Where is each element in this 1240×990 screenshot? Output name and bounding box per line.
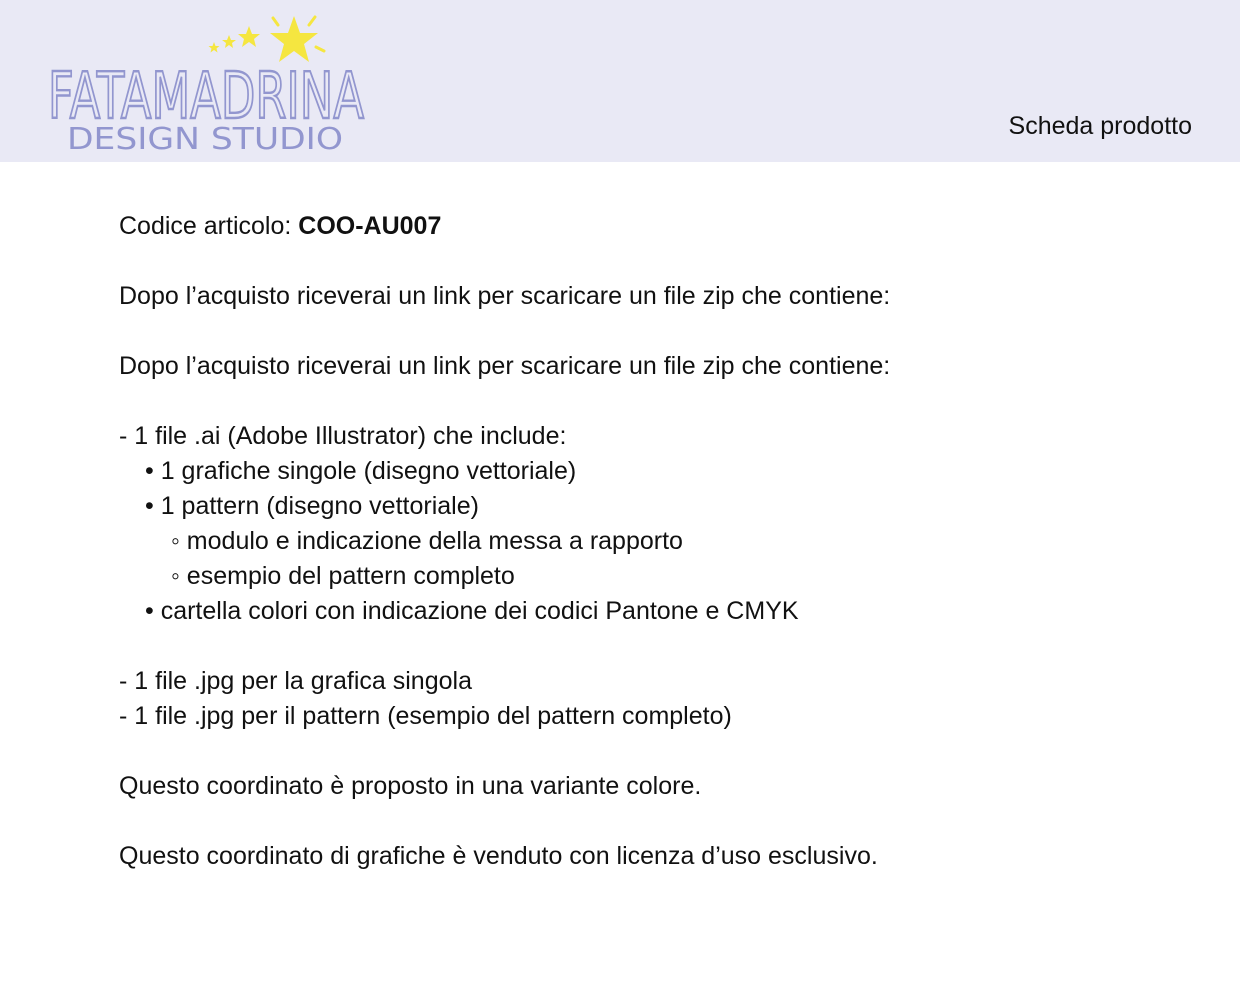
intro-paragraph-1: Dopo l’acquisto riceverai un link per scaricare un file zip che contiene: <box>119 282 891 310</box>
list-item: • cartella colori con indicazione dei codici Pantone e CMYK <box>145 597 799 625</box>
medium-star-icon <box>238 26 260 47</box>
sub-list-item: ◦ esempio del pattern completo <box>171 562 515 590</box>
jpg-file-line: - 1 file .jpg per la grafica singola <box>119 667 472 695</box>
page-header <box>0 0 1240 162</box>
product-code-line <box>119 209 1179 244</box>
note-color-variant: Questo coordinato è proposto in una variante colore. <box>119 772 702 800</box>
list-item: • 1 grafiche singole (disegno vettoriale) <box>145 457 577 485</box>
logo-wordmark: FATAMADRINA <box>48 60 365 134</box>
brand-logo <box>44 8 384 158</box>
ai-file-title: - 1 file .ai (Adobe Illustrator) che include: <box>119 422 567 450</box>
spacer <box>119 734 1179 769</box>
sub-list-item: ◦ modulo e indicazione della messa a rapporto <box>171 527 683 555</box>
spacer <box>119 244 1179 279</box>
product-code-value: COO-AU007 <box>298 212 442 240</box>
small-star-icon <box>222 35 236 48</box>
list-item: • 1 pattern (disegno vettoriale) <box>145 492 479 520</box>
logo-graphic <box>44 8 384 158</box>
spacer <box>119 629 1179 664</box>
spacer <box>119 314 1179 349</box>
document-type-label: Scheda prodotto <box>1008 112 1192 140</box>
logo-subtitle: DESIGN STUDIO <box>67 122 343 157</box>
tiny-star-icon <box>209 42 220 53</box>
spacer <box>119 804 1179 839</box>
note-license: Questo coordinato di grafiche è venduto con licenza d’uso esclusivo. <box>119 842 878 870</box>
intro-paragraph-2: Dopo l’acquisto riceverai un link per scaricare un file zip che contiene: <box>119 352 891 380</box>
jpg-file-line: - 1 file .jpg per il pattern (esempio del pattern completo) <box>119 702 732 730</box>
product-sheet-body <box>119 209 1179 874</box>
product-code-label: Codice articolo: <box>119 212 292 240</box>
spacer <box>119 384 1179 419</box>
